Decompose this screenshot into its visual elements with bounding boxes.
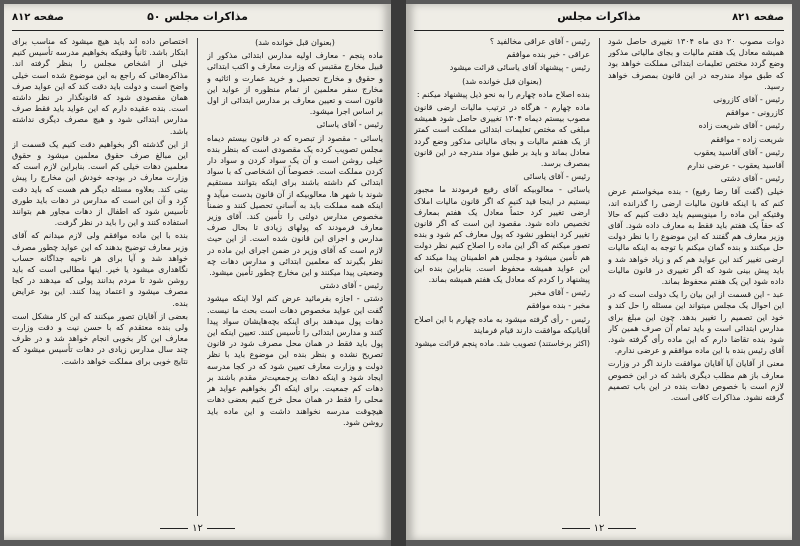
- paragraph: ماده پنجم - معارف اولیه مدارس ابتدائی مذکور از قبیل مخارج مقتبس که وزارت معارف و اکتب ابتدائی و حقوق و مخارج تحصیل و خرید عمارت و اثاثیه و مخارج سفر معلمین از تمام منظوره از عواید این قانون است و تعیین معارف بر مدارس ابتدائی از اول بر اساس اجرا میشود.: [207, 51, 383, 117]
- paragraph: (اکثر برخاستند) تصویب شد. ماده پنجم قرائت میشود: [414, 339, 590, 349]
- paragraph: رئیس - آقای دشتی: [319, 281, 383, 291]
- right-page: [406, 4, 792, 540]
- left-page-number: صفحه ۸۱۲: [12, 12, 64, 23]
- paragraph: بنده اصلاح ماده چهارم را به نحو ذیل پیشنهاد میکنم :: [416, 89, 590, 99]
- paragraph: معنی از آقایان آیا آقایان موافقت دارند اگر در وزارت معارف باز هم مطلب دیگری باشد که در این خصوص لازم است با خصوص دهات بنده در این باب تصمیم گرفته نشود. مذاکرات کافی است.: [608, 359, 784, 403]
- paragraph: رئیس - آقای کازرونی: [713, 95, 784, 105]
- paragraph: رئیس - آقای مخبر: [529, 288, 590, 298]
- paragraph: از این گذشته اگر بخواهیم دقت کنیم یک قسمت از این مبالغ صرف حقوق معلمین میشود و حقوق معلمین دهات خیلی کم است. بنابراین لازم است که وزارت معارف در بودجه خودش این مخارج را پیش بینی کند. بعلاوه مسئله دیگر هم هست که باید دقت کرد و آن این است که مدارس در دهات باید طوری تأسیس شود که اطفال از دهات مجاور هم بتوانند استفاده کنند و این را باید در نظر گرفت.: [12, 139, 188, 228]
- right-footer-number: ۱۲: [593, 523, 605, 534]
- paragraph: یاسائی - معالوبیکه آقای رفیع فرمودند ما مجبور نیستیم در اینجا قید کنیم که اگر قانون مالیات املاک ارضی تغییر کرد حتماً معادل یک هفتم بمعارف تخصیص داده شود. مقصود این است که اگر قانون تغییر کرد اینطور نشود که پول معارف کم شود و بنده تصور میکنم که اگر این ماده را اصلاح کنیم نظر دولت هم تأمین میشود و مجلس هم اطمینان پیدا میکند که این عواید همیشه محفوظ است. بنابراین بنده این پیشنهاد را کردم که معادل یک هفتم همیشه بماند.: [414, 185, 590, 285]
- paragraph: رئیس - آقای یاسائی: [316, 120, 383, 130]
- paragraph: دوات مصوب ۲۰ دی ماه ۱۳۰۴ تغییری حاصل شود همیشه معادل یک هفتم مالیات و بجای مالیاتی مذکور وضع گردد مختص تعلیمات ابتدائی مملکت خواهد بود که طبق مواد مندرجه در این قانون بمصرف خواهد رسید.: [608, 37, 784, 91]
- page-gutter: [391, 0, 406, 546]
- paragraph: رئیس - آقای دشتی: [720, 174, 784, 184]
- session-note: (بعنوان قبل خوانده شد): [255, 38, 335, 47]
- left-page-columns: [12, 36, 383, 516]
- paragraph: رئیس - رأی گرفته میشود به ماده چهارم با این اصلاح آقایانیکه موافقت دارند قیام فرمایند: [414, 314, 590, 335]
- left-header-rule: [12, 30, 383, 31]
- paragraph: آقاسید یعقوب - عرضی ندارم: [687, 161, 784, 171]
- paragraph: یاسائی - مقصود از تبصره که در قانون بیستم دیماه مجلس تصویب کرده یک مقصودی است که بنظر بنده خیلی روشن است و آن یک سواد کردن و سواد دار کردن مملکت است. خصوصاً آن اشخاصی که با سواد ابتدائی کم داشته باشند برای اینکه بتوانند مستقیم شوند با شهر ها. معالوبیکه از آن قانون بدست میآید و اینکه همه مملکت باید به آسانی تحصیل کنند و ضمناً مخصوص مدارس دولتی را تأمین کند. آقای وزیر معارف فرمودند که پولهای زیادی تا بحال صرف مدارس و اجرای این قانون شده است. از این حیث لازم است که آقای وزیر در ضمن اجرای این ماده در نظر بگیرند که معلمین ابتدائی و مدارس دهات چه وضعیتی پیدا میکنند و این مخارج چطور تأمین میشود.: [207, 133, 383, 278]
- left-page: [4, 4, 391, 540]
- right-page-left-column: [414, 36, 590, 516]
- paragraph: رئیس - آقای آقاسید یعقوب: [693, 147, 784, 157]
- right-page-right-column: [608, 36, 784, 516]
- right-page-columns: [414, 36, 784, 516]
- right-page-number: صفحه ۸۲۱: [732, 12, 784, 23]
- right-page-title: مذاکرات مجلس: [557, 10, 641, 23]
- paragraph: رئیس - آقای یاسائی: [523, 172, 590, 182]
- paragraph: دشتی - اجازه بفرمائید عرض کنم اولا اینکه میشود گفت این عواید مخصوص دهات است بحث ما نیست. دهات پول میدهند برای اینکه بچه‌هایشان سواد پیدا کنند و مدارس ابتدائی را تأسیس کنند. تعیین اینکه این پول باید فقط در همان محل مصرف شود در قانون تصریح نشده و بنظر بنده این موضوع باید با نظر دولت و وزارت معارف تعیین شود که در کجا مدرسه ایجاد شود و اینکه دهات پرجمعیت‌تر مقدم باشند بر دهات کم جمعیت. برای اینکه اگر بخواهیم عواید هر محلی را فقط در همان محل خرج کنیم بعضی دهات هیچوقت مدرسه نخواهند داشت و این ماده باید روشن شود.: [207, 294, 383, 427]
- paragraph: رئیس - پیشنهاد آقای یاسائی قرائت میشود: [449, 63, 590, 73]
- left-footer-number: ۱۲: [192, 523, 203, 534]
- paragraph: بنده با این ماده موافقم ولی لازم میدانم که آقای وزیر معارف توضیح بدهند که این عواید چطور مصرف خواهد شد و آیا برای هر ناحیه جداگانه حساب نگاهداری میشود یا خیر. اینها مطالبی است که باید روشن شود تا مردم بدانند پولی که میدهند در کجا مصرف میشود و اعتماد پیدا کنند. این بود عرایض بنده.: [12, 231, 188, 308]
- left-page-right-column: [207, 36, 383, 516]
- left-column-divider: [197, 38, 198, 516]
- left-page-left-column: [12, 36, 188, 516]
- paragraph: رئیس - آقای شریعت زاده: [698, 121, 784, 131]
- paragraph: شریعت زاده - موافقم: [710, 134, 784, 144]
- paragraph: ماده چهارم - هرگاه در ترتیب مالیات ارضی قانون مصوب بیستم دیماه ۱۳۰۴ تغییری حاصل شود همیشه مبلغی که مختص تعلیمات ابتدائی مملکت است کمتر از یک هفتم مالیات و بجای مالیاتی مذکور وضع گردد معادل بماند و باید بر طبق مواد مندرجه در این قانون بمصرف برسد.: [414, 103, 590, 169]
- paragraph: عبد - این قسمت از این بیان را یک دولت است که در این احوال یک مجلس میتواند این مسئله را حل کند و خود این تصمیم را تغییر بدهد. چون این مبلغ برای مدارس ابتدائی است و باید تمام آن صرف همین کار شود بنده تقاضا دارم که این ماده رأی گرفته شود. آقای رئیس بنده با این ماده موافقم و عرضی ندارم.: [608, 290, 784, 356]
- right-header-rule: [414, 30, 784, 31]
- right-page-header: [414, 10, 784, 28]
- paragraph: بعضی از آقایان تصور میکنند که این کار مشکل است ولی بنده معتقدم که با حسن نیت و دقت وزارت معارف این کار بخوبی انجام خواهد شد و در ظرف چند سال مدارس زیادی در دهات تأسیس میشود که نتایج خوبی برای مملکت خواهد داشت.: [12, 311, 188, 366]
- paragraph: رئیس - آقای عراقی مخالفید ؟: [489, 37, 590, 46]
- paragraph: عراقی - خیر بنده موافقم: [506, 50, 590, 60]
- left-page-title: مذاکرات مجلس ۵۰: [147, 10, 248, 23]
- left-page-footer: [4, 523, 391, 534]
- session-note: (بعنوان قبل خوانده شد): [462, 76, 542, 86]
- paragraph: خیلی (گفت آقا رضا رفیع) - بنده میخواستم عرض کنم که با اینکه قانون مالیات ارضی را گذرانده اند، وقتیکه این ماده را مینویسیم باید دقت کنیم که حالا که حقاً یک هفتم باید فقط به معارف داده شود. آقای وزیر معارف هم گفتند که این موضوع را با نظر دولت حل میکنند و بنده گمان میکنم با توجه به اینکه مالیات ارضی تغییر کند این عواید هم کم و زیاد خواهد شد و باید پیش بینی شود که اگر تغییری در قانون مالیات داده شود این یک هفتم محفوظ بماند.: [608, 187, 784, 287]
- right-page-footer: [406, 523, 792, 534]
- paragraph: مخبر - بنده موافقم: [526, 301, 590, 311]
- right-column-divider: [599, 38, 600, 516]
- paragraph: اختصاص داده اند باید هیچ میشود که مناسب برای ابتکار باشد. ثانیاً وقتیکه بخواهیم مدرسه تأسیس کنیم خیلی از اشخاص مجلس را بنظر گرفته اند. مذاکره‌هائی که راجع به این موضوع شده است خیلی واضح است و دولت باید دقت کند که این عواید صرف همان مقصودی شود که قانونگذار در نظر داشته است. بنده عقیده دارم که این عواید باید فقط صرف مدارس ابتدائی شود و هیچ مصرف دیگری نداشته باشد.: [12, 37, 188, 136]
- left-page-header: [12, 10, 383, 28]
- paragraph: کازرونی - موافقم: [725, 108, 784, 118]
